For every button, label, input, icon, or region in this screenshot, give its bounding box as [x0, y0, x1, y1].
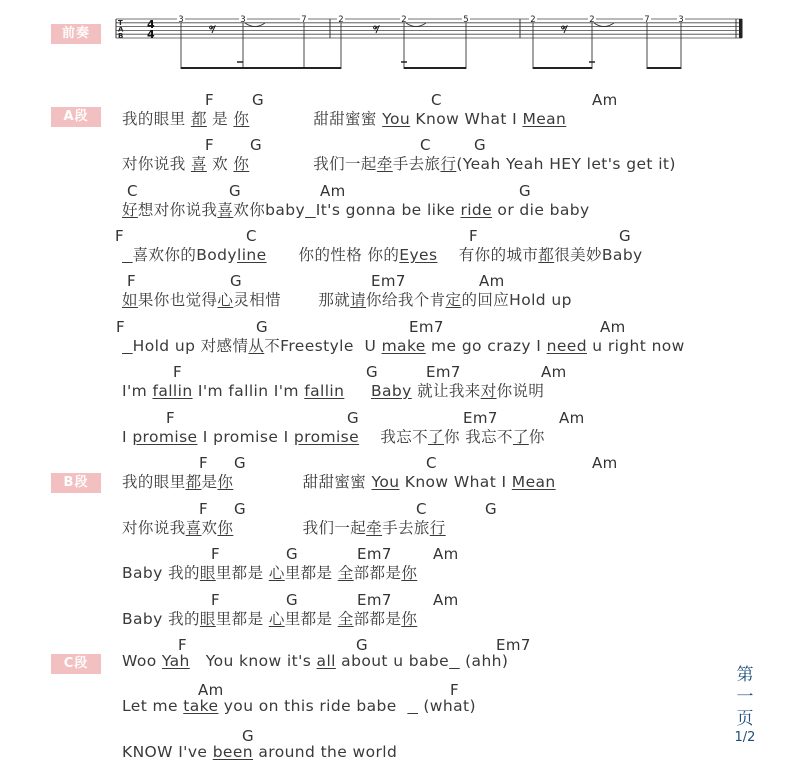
chord-label: F [116, 318, 126, 336]
chord-label: C [431, 91, 442, 109]
lyric-text: Hold up 对感情 [132, 337, 249, 355]
lyric-text: or die baby [492, 201, 590, 219]
chord-label: C [420, 136, 431, 154]
chord-label: F [115, 227, 125, 245]
fret-number: 3 [178, 15, 184, 25]
stressed-syllable: 喜 [217, 201, 234, 219]
fret-number: 7 [644, 15, 650, 25]
chord-label: Em7 [463, 409, 498, 427]
lyric-text: 欢你baby [233, 201, 306, 219]
lyric-text: 果你也觉得 [137, 291, 218, 309]
chord-label: G [347, 409, 360, 427]
stressed-syllable: 你 [217, 519, 234, 537]
lyric-text: 里都是 [215, 564, 269, 582]
chord-label: Am [541, 363, 567, 381]
tab-clef-letter: A [118, 25, 124, 34]
section-label-intro: 前奏 [51, 24, 101, 44]
lyric-text: It's gonna be like [315, 201, 461, 219]
lyric-line [122, 152, 676, 174]
lyric-text: 就让我来 [411, 382, 481, 400]
lyric-text: 甜甜蜜蜜 [233, 473, 372, 491]
lyric-line [122, 607, 417, 629]
lyric-text: Baby 我的 [122, 564, 200, 582]
chord-label: G [485, 500, 498, 518]
tie-arc [406, 23, 426, 27]
page-number: 1/2 [734, 730, 756, 745]
stressed-syllable: 你 [233, 155, 250, 173]
lyric-text: 里都是 [284, 610, 338, 628]
lyric-text: You know it's [189, 652, 317, 670]
stressed-syllable: 你 [401, 610, 418, 628]
lyric-text: 里都是 [284, 564, 338, 582]
stressed-syllable: Eyes [399, 246, 438, 264]
lyric-text: Let me [122, 697, 184, 715]
stressed-syllable: 行 [429, 519, 446, 537]
stressed-syllable [407, 697, 418, 715]
stressed-syllable: take [183, 697, 219, 715]
lyric-text: 对你说我 [122, 155, 191, 173]
fret-number: 3 [678, 15, 684, 25]
tie-arc [594, 23, 614, 27]
lyric-text: 有你的城市 [437, 246, 539, 264]
lyric-line [122, 288, 572, 310]
stressed-syllable: 了 [512, 428, 529, 446]
stressed-syllable: promise [293, 428, 360, 446]
stressed-syllable: 对 [480, 382, 497, 400]
chord-label: Am [600, 318, 626, 336]
stressed-syllable: 如 [122, 291, 138, 309]
stressed-syllable: 心 [268, 564, 285, 582]
lyric-text: 喜欢你的Body [132, 246, 237, 264]
lyric-text: 我的眼里 [122, 110, 191, 128]
lyric-line [122, 107, 566, 129]
lyric-text: 你给我个肯 [366, 291, 446, 309]
chord-label: G [256, 318, 269, 336]
lyric-text: 手去旅 [382, 519, 430, 537]
section-label: A段 [51, 107, 101, 127]
rest-symbol [562, 26, 567, 33]
chord-label: G [619, 227, 632, 245]
stressed-syllable: Baby [371, 382, 412, 400]
lyric-text [344, 382, 371, 400]
chord-label: F [127, 272, 137, 290]
chord-label: G [234, 454, 247, 472]
stressed-syllable: line [237, 246, 267, 264]
chord-label: F [178, 636, 188, 654]
stressed-syllable: fallin [152, 382, 193, 400]
chord-label: Em7 [357, 591, 392, 609]
stressed-syllable: 眼 [199, 564, 216, 582]
chord-label: F [205, 91, 215, 109]
chord-label: Am [479, 272, 505, 290]
chord-label: Em7 [371, 272, 406, 290]
chord-label: Em7 [409, 318, 444, 336]
lyric-text: 想对你说我 [137, 201, 218, 219]
stressed-syllable: make [381, 337, 426, 355]
final-barline [739, 19, 743, 38]
fret-number: 5 [463, 15, 469, 25]
chord-label: Am [559, 409, 585, 427]
lyric-text: (ahh) [459, 652, 509, 670]
stressed-syllable: 从 [248, 337, 265, 355]
stressed-syllable: 全 [337, 610, 354, 628]
stressed-syllable: 都 [185, 473, 202, 491]
chord-label: F [469, 227, 479, 245]
stressed-syllable: 你 [401, 564, 418, 582]
chord-label: G [242, 727, 255, 745]
chord-label: Am [592, 454, 618, 472]
chord-label: F [199, 500, 209, 518]
lyric-text: 的回应Hold up [461, 291, 572, 309]
stressed-syllable [305, 201, 316, 219]
lyric-text: 很美妙Baby [554, 246, 643, 264]
lyric-text: 我的眼里 [122, 473, 186, 491]
chord-label: F [173, 363, 183, 381]
chord-label: G [229, 182, 242, 200]
stressed-syllable [122, 246, 133, 264]
chord-label: F [205, 136, 215, 154]
stressed-syllable: 全 [337, 564, 354, 582]
stressed-syllable: been [212, 743, 254, 761]
lyric-text: Know What I [399, 473, 512, 491]
chord-label: F [166, 409, 176, 427]
stressed-syllable: Mean [511, 473, 556, 491]
chord-label: Am [433, 591, 459, 609]
lyric-text: 手去旅 [392, 155, 441, 173]
stressed-syllable: 好 [122, 201, 138, 219]
lyric-line [122, 243, 643, 265]
page-marker-char: 页 [736, 709, 754, 729]
fret-number: 2 [589, 15, 595, 25]
fret-number: 2 [530, 15, 536, 25]
chord-label: G [286, 545, 299, 563]
chord-label: G [474, 136, 487, 154]
rest-symbol [374, 26, 379, 33]
stressed-syllable: fallin [304, 382, 345, 400]
lyric-text: 是 [201, 473, 218, 491]
lyric-text: 那就 [281, 291, 351, 309]
lyric-text: 部都是 [353, 564, 402, 582]
tab-clef-letter: B [118, 32, 124, 40]
stressed-syllable: 都 [538, 246, 555, 264]
chord-label: G [519, 182, 532, 200]
lyric-text: 你说明 [496, 382, 545, 400]
lyric-text: 我忘不 [359, 428, 429, 446]
lyric-line [122, 334, 685, 356]
page-marker-char: 一 [736, 687, 754, 707]
lyric-text: 我们一起 [249, 155, 377, 173]
chord-label: Am [592, 91, 618, 109]
chord-label: G [252, 91, 265, 109]
stressed-syllable: 你 [233, 110, 250, 128]
stressed-syllable: 眼 [199, 610, 216, 628]
lyric-text: 不Freestyle U [264, 337, 382, 355]
stressed-syllable: need [546, 337, 587, 355]
lyric-line [122, 198, 590, 220]
lyric-text: (Yeah Yeah HEY let's get it) [456, 155, 676, 173]
lyric-text: u right now [586, 337, 685, 355]
lyric-line [122, 470, 556, 492]
fret-number: 7 [301, 15, 307, 25]
tab-clef-letter: T [118, 19, 123, 27]
lyric-text: me go crazy I [425, 337, 547, 355]
tie-arc [245, 23, 265, 27]
section-label: C段 [51, 654, 101, 674]
chord-label: F [450, 681, 460, 699]
lyric-text: KNOW I've [122, 743, 213, 761]
stressed-syllable: all [316, 652, 336, 670]
stressed-syllable: 喜 [190, 155, 207, 173]
lyric-text: I promise I [197, 428, 294, 446]
chord-label: G [286, 591, 299, 609]
lyric-line [122, 561, 417, 583]
stressed-syllable: 了 [428, 428, 444, 446]
chord-label: G [366, 363, 379, 381]
lyric-text: 对你说我 [122, 519, 186, 537]
time-signature-digit: 4 [147, 18, 155, 31]
chord-label: Am [433, 545, 459, 563]
section-label: B段 [51, 473, 101, 493]
rest-symbol [210, 26, 215, 33]
chord-label: Em7 [496, 636, 531, 654]
stressed-syllable: 牵 [376, 155, 393, 173]
chord-label: G [356, 636, 369, 654]
lyric-text: 你 [528, 428, 545, 446]
lyric-text: 里都是 [215, 610, 269, 628]
lyric-text: Woo [122, 652, 162, 670]
lyric-text: you on this ride babe [218, 697, 408, 715]
chord-label: F [211, 545, 221, 563]
chord-label: F [211, 591, 221, 609]
chord-label: G [234, 500, 247, 518]
lyric-text: 欢 [201, 519, 218, 537]
chord-label: G [250, 136, 263, 154]
lyric-text: I'm fallin I'm [192, 382, 305, 400]
stressed-syllable: Mean [522, 110, 567, 128]
page-marker [728, 664, 762, 730]
chord-label: Am [198, 681, 224, 699]
chord-label: C [426, 454, 437, 472]
lyric-text: 部都是 [353, 610, 402, 628]
chord-label: C [246, 227, 257, 245]
stressed-syllable: 定 [445, 291, 462, 309]
stressed-syllable: 请 [350, 291, 367, 309]
lyric-text: 我们一起 [233, 519, 367, 537]
stressed-syllable: 行 [440, 155, 457, 173]
lyric-text: 是 [206, 110, 234, 128]
time-signature-digit: 4 [147, 28, 155, 41]
lyric-line [122, 516, 446, 538]
stressed-syllable: Yah [161, 652, 190, 670]
chord-label: C [127, 182, 138, 200]
stressed-syllable: You [371, 473, 400, 491]
lyric-line [122, 652, 508, 670]
intro-tablature [0, 0, 800, 80]
lyric-text: 欢 [206, 155, 234, 173]
lyric-text: I'm [122, 382, 153, 400]
lyric-text: about u babe [335, 652, 450, 670]
lyric-text: 甜甜蜜蜜 [249, 110, 383, 128]
chord-label: Em7 [357, 545, 392, 563]
chord-label: C [416, 500, 427, 518]
lyric-text: around the world [253, 743, 398, 761]
stressed-syllable: 都 [190, 110, 207, 128]
stressed-syllable: 你 [217, 473, 234, 491]
stressed-syllable: promise [132, 428, 198, 446]
page-marker-char: 第 [736, 665, 754, 685]
fret-number: 2 [401, 15, 407, 25]
stressed-syllable: 心 [217, 291, 234, 309]
chord-label: Em7 [426, 363, 461, 381]
lyric-text: (what) [418, 697, 476, 715]
stressed-syllable: 牵 [366, 519, 383, 537]
lyric-text: I [122, 428, 133, 446]
lyric-line [122, 697, 476, 715]
lyric-text: 你的性格 你的 [266, 246, 400, 264]
lyric-line [122, 379, 544, 401]
chord-label: Am [320, 182, 346, 200]
lyric-line [122, 425, 545, 447]
stressed-syllable: You [382, 110, 411, 128]
lyric-text: Baby 我的 [122, 610, 200, 628]
stressed-syllable [122, 337, 133, 355]
fret-number: 2 [338, 15, 344, 25]
lyric-text: 灵相惜 [233, 291, 282, 309]
stressed-syllable: 心 [268, 610, 285, 628]
stressed-syllable: ride [460, 201, 493, 219]
stressed-syllable: 喜 [185, 519, 202, 537]
lyric-text: Know What I [410, 110, 523, 128]
fret-number: 3 [240, 15, 246, 25]
lyric-text: 你 我忘不 [444, 428, 513, 446]
chord-label: G [230, 272, 243, 290]
chord-label: F [199, 454, 209, 472]
lyric-line [122, 743, 397, 761]
stressed-syllable [449, 652, 460, 670]
